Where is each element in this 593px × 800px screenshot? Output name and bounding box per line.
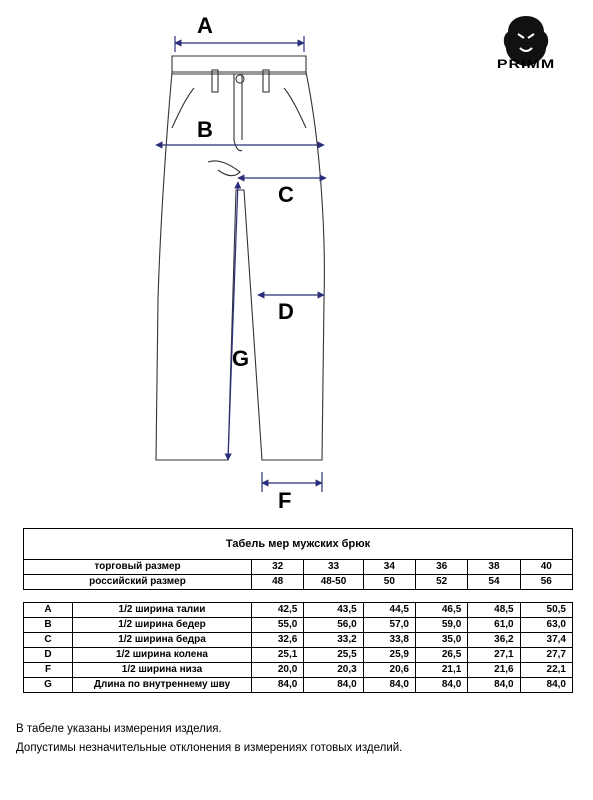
- row-value: 84,0: [304, 678, 363, 693]
- row-value: 84,0: [252, 678, 304, 693]
- label-g: G: [232, 346, 250, 371]
- brand-name: PRIMM: [496, 58, 556, 71]
- trade-size: 33: [304, 560, 363, 575]
- row-name: 1/2 ширина колена: [73, 648, 252, 663]
- trade-size: 34: [363, 560, 415, 575]
- row-value: 50,5: [520, 603, 572, 618]
- row-name: 1/2 ширина талии: [73, 603, 252, 618]
- row-value: 26,5: [416, 648, 468, 663]
- row-value: 20,3: [304, 663, 363, 678]
- row-value: 55,0: [252, 618, 304, 633]
- label-d: D: [278, 299, 294, 324]
- row-value: 42,5: [252, 603, 304, 618]
- russian-size: 54: [468, 575, 520, 590]
- row-value: 20,6: [363, 663, 415, 678]
- russian-size: 48-50: [304, 575, 363, 590]
- row-value: 25,1: [252, 648, 304, 663]
- row-value: 48,5: [468, 603, 520, 618]
- row-value: 37,4: [520, 633, 572, 648]
- row-code: A: [24, 603, 73, 618]
- row-value: 21,6: [468, 663, 520, 678]
- row-value: 22,1: [520, 663, 572, 678]
- table-row: [24, 618, 573, 633]
- size-chart-table: [23, 528, 573, 693]
- label-c: C: [278, 182, 294, 207]
- row-code: D: [24, 648, 73, 663]
- row-code: G: [24, 678, 73, 693]
- row-value: 25,5: [304, 648, 363, 663]
- row-value: 84,0: [416, 678, 468, 693]
- measure-line-g: [228, 182, 238, 460]
- label-a: A: [197, 13, 213, 38]
- note-line: Допустимы незначительные отклонения в измерениях готовых изделий.: [16, 742, 403, 754]
- row-value: 61,0: [468, 618, 520, 633]
- row-code: C: [24, 633, 73, 648]
- row-value: 43,5: [304, 603, 363, 618]
- trade-size-label: торговый размер: [24, 560, 252, 575]
- trade-size: 36: [416, 560, 468, 575]
- note-line: В табеле указаны измерения изделия.: [16, 723, 222, 735]
- row-value: 57,0: [363, 618, 415, 633]
- spacer-row: [24, 590, 573, 603]
- row-value: 32,6: [252, 633, 304, 648]
- trade-size-row: [24, 560, 573, 575]
- label-b: B: [197, 117, 213, 142]
- row-value: 21,1: [416, 663, 468, 678]
- row-value: 27,1: [468, 648, 520, 663]
- row-value: 35,0: [416, 633, 468, 648]
- row-value: 33,8: [363, 633, 415, 648]
- row-value: 63,0: [520, 618, 572, 633]
- table-row: [24, 663, 573, 678]
- row-code: B: [24, 618, 73, 633]
- row-value: 33,2: [304, 633, 363, 648]
- table-row: [24, 633, 573, 648]
- russian-size-label: российский размер: [24, 575, 252, 590]
- trousers-outline: [156, 56, 324, 460]
- row-value: 84,0: [468, 678, 520, 693]
- row-name: 1/2 ширина бедер: [73, 618, 252, 633]
- row-name: 1/2 ширина бедра: [73, 633, 252, 648]
- row-value: 36,2: [468, 633, 520, 648]
- trade-size: 32: [252, 560, 304, 575]
- table-row: [24, 603, 573, 618]
- notes: [16, 720, 402, 758]
- row-code: F: [24, 663, 73, 678]
- row-value: 56,0: [304, 618, 363, 633]
- trade-size: 40: [520, 560, 572, 575]
- row-value: 84,0: [520, 678, 572, 693]
- row-value: 59,0: [416, 618, 468, 633]
- table-title: Табель мер мужских брюк: [24, 529, 573, 560]
- row-value: 27,7: [520, 648, 572, 663]
- row-value: 20,0: [252, 663, 304, 678]
- label-f: F: [278, 488, 292, 513]
- russian-size: 56: [520, 575, 572, 590]
- table-row: [24, 648, 573, 663]
- russian-size: 52: [416, 575, 468, 590]
- row-name: 1/2 ширина низа: [73, 663, 252, 678]
- russian-size: 50: [363, 575, 415, 590]
- row-value: 25,9: [363, 648, 415, 663]
- russian-size-row: [24, 575, 573, 590]
- row-value: 44,5: [363, 603, 415, 618]
- row-value: 46,5: [416, 603, 468, 618]
- table-row: [24, 678, 573, 693]
- row-name: Длина по внутреннему шву: [73, 678, 252, 693]
- row-value: 84,0: [363, 678, 415, 693]
- russian-size: 48: [252, 575, 304, 590]
- trade-size: 38: [468, 560, 520, 575]
